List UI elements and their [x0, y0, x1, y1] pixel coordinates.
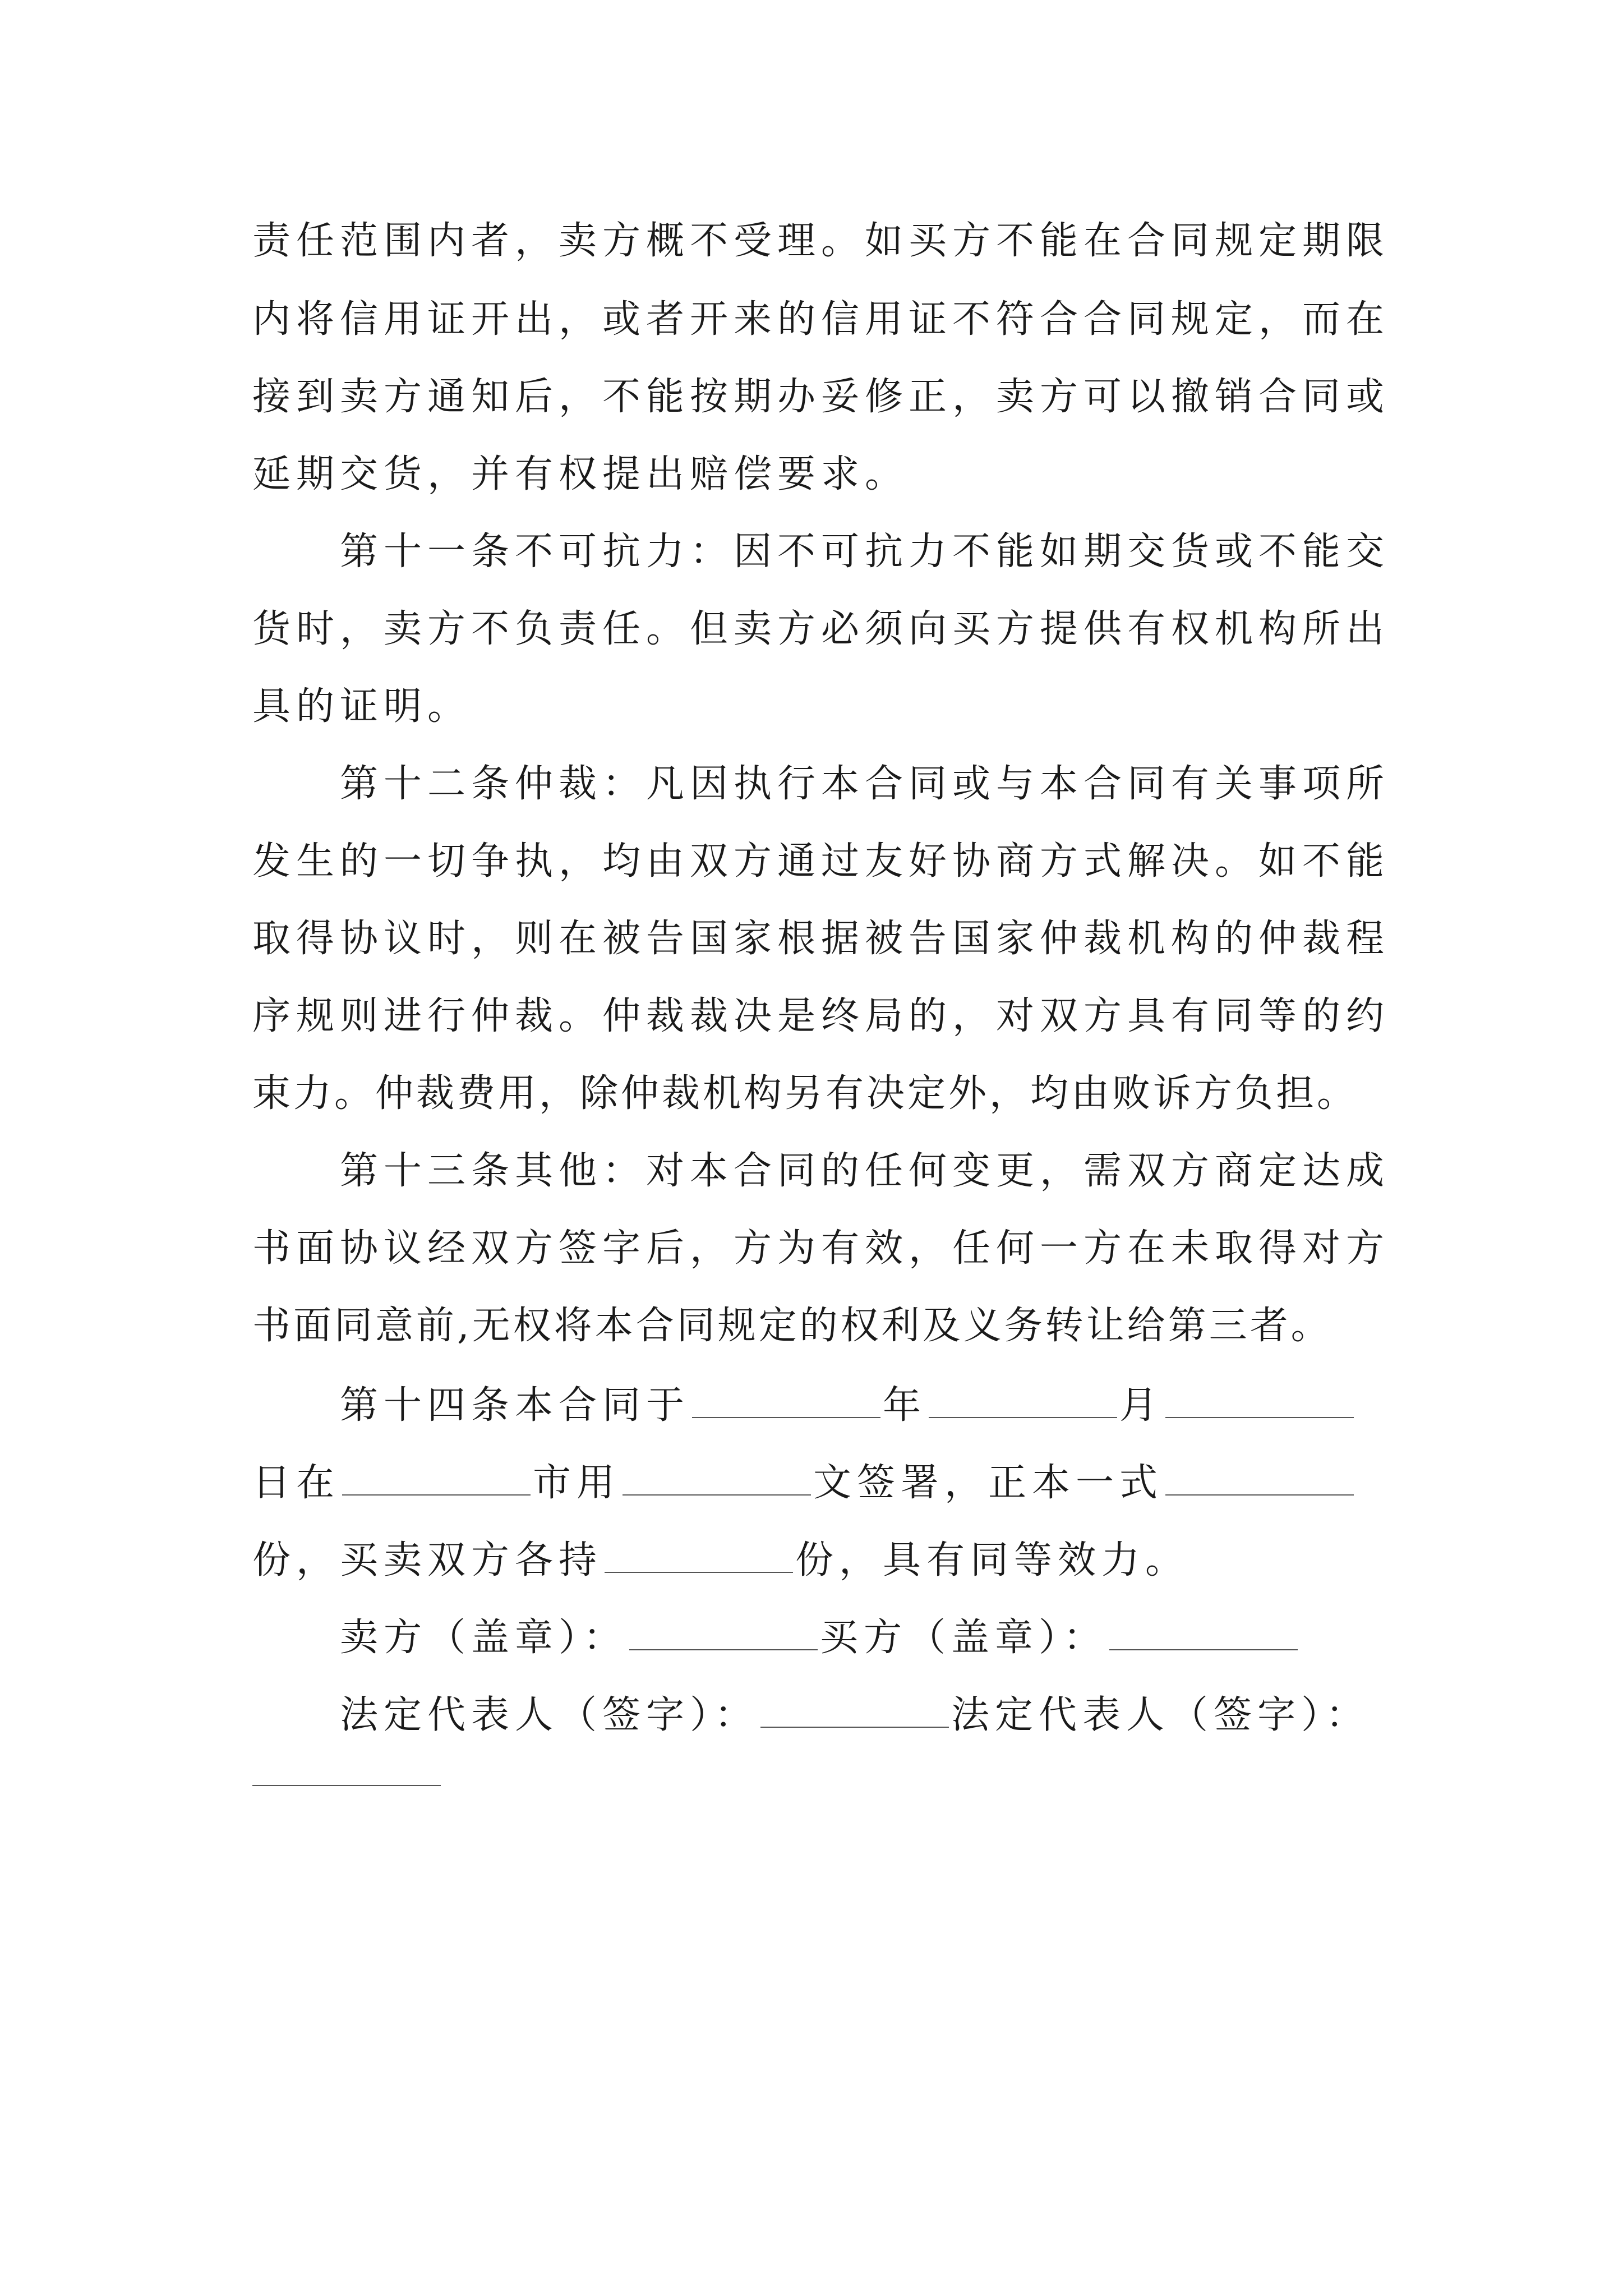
paragraph-line: 书面同意前,无权将本合同规定的权利及义务转让给第三者。 — [252, 1304, 1332, 1348]
each-holds-label: 份，买卖双方各持 — [252, 1538, 603, 1582]
city-label: 市用 — [533, 1461, 621, 1505]
paragraph-line: 束力。仲裁费用，除仲裁机构另有决定外，均由败诉方负担。 — [252, 1071, 1358, 1116]
article-14-line-2 — [252, 1453, 1385, 1509]
seller-rep-blank[interactable] — [760, 1685, 949, 1728]
year-label: 年 — [883, 1383, 927, 1428]
language-blank[interactable] — [623, 1453, 811, 1496]
paragraph-line: 责任范围内者，卖方概不受理。如买方不能在合同规定期限 — [252, 219, 1390, 263]
day-label: 日在 — [252, 1461, 340, 1505]
day-blank[interactable] — [1165, 1375, 1354, 1418]
article-13-line: 第十三条其他：对本合同的任何变更，需双方商定达成 — [340, 1149, 1390, 1193]
article-11-line: 第十一条不可抗力：因不可抗力不能如期交货或不能交 — [340, 530, 1390, 574]
paragraph-line: 序规则进行仲裁。仲裁裁决是终局的，对双方具有同等的约 — [252, 994, 1390, 1038]
paragraph-line: 接到卖方通知后，不能按期办妥修正，卖方可以撤销合同或 — [252, 375, 1390, 419]
article-14-line-3 — [252, 1530, 1385, 1586]
city-blank[interactable] — [342, 1453, 531, 1496]
copies-label: 文签署，正本一式 — [813, 1461, 1164, 1505]
paragraph-line: 发生的一切争执，均由双方通过友好协商方式解决。如不能 — [252, 839, 1390, 884]
article-14-line-1 — [340, 1375, 1385, 1432]
paragraph-line: 延期交货，并有权提出赔偿要求。 — [252, 452, 909, 496]
buyer-seal-label: 买方（盖章）： — [820, 1616, 1108, 1660]
paragraph-line: 书面协议经双方签字后，方为有效，任何一方在未取得对方 — [252, 1226, 1390, 1271]
representative-line — [340, 1685, 1385, 1741]
effect-label: 份，具有同等效力。 — [795, 1538, 1189, 1582]
month-blank[interactable] — [929, 1375, 1117, 1418]
each-holds-blank[interactable] — [605, 1530, 793, 1573]
seller-rep-label: 法定代表人（签字）： — [340, 1693, 759, 1737]
paragraph-line: 取得协议时，则在被告国家根据被告国家仲裁机构的仲裁程 — [252, 917, 1390, 961]
article-14-text: 第十四条本合同于 — [340, 1383, 690, 1428]
year-blank[interactable] — [692, 1375, 880, 1418]
copies-blank[interactable] — [1165, 1453, 1354, 1496]
paragraph-line: 具的证明。 — [252, 684, 472, 729]
seal-line — [340, 1608, 1385, 1664]
buyer-seal-blank[interactable] — [1109, 1608, 1298, 1650]
article-12-line: 第十二条仲裁：凡因执行本合同或与本合同有关事项所 — [340, 762, 1390, 806]
paragraph-line: 内将信用证开出，或者开来的信用证不符合合同规定，而在 — [252, 297, 1390, 342]
seller-seal-blank[interactable] — [629, 1608, 818, 1650]
paragraph-line: 货时，卖方不负责任。但卖方必须向买方提供有权机构所出 — [252, 607, 1390, 651]
buyer-rep-label: 法定代表人（签字）： — [951, 1693, 1370, 1737]
buyer-rep-blank[interactable] — [252, 1785, 441, 1786]
month-label: 月 — [1119, 1383, 1164, 1428]
seller-seal-label: 卖方（盖章）： — [340, 1616, 628, 1660]
